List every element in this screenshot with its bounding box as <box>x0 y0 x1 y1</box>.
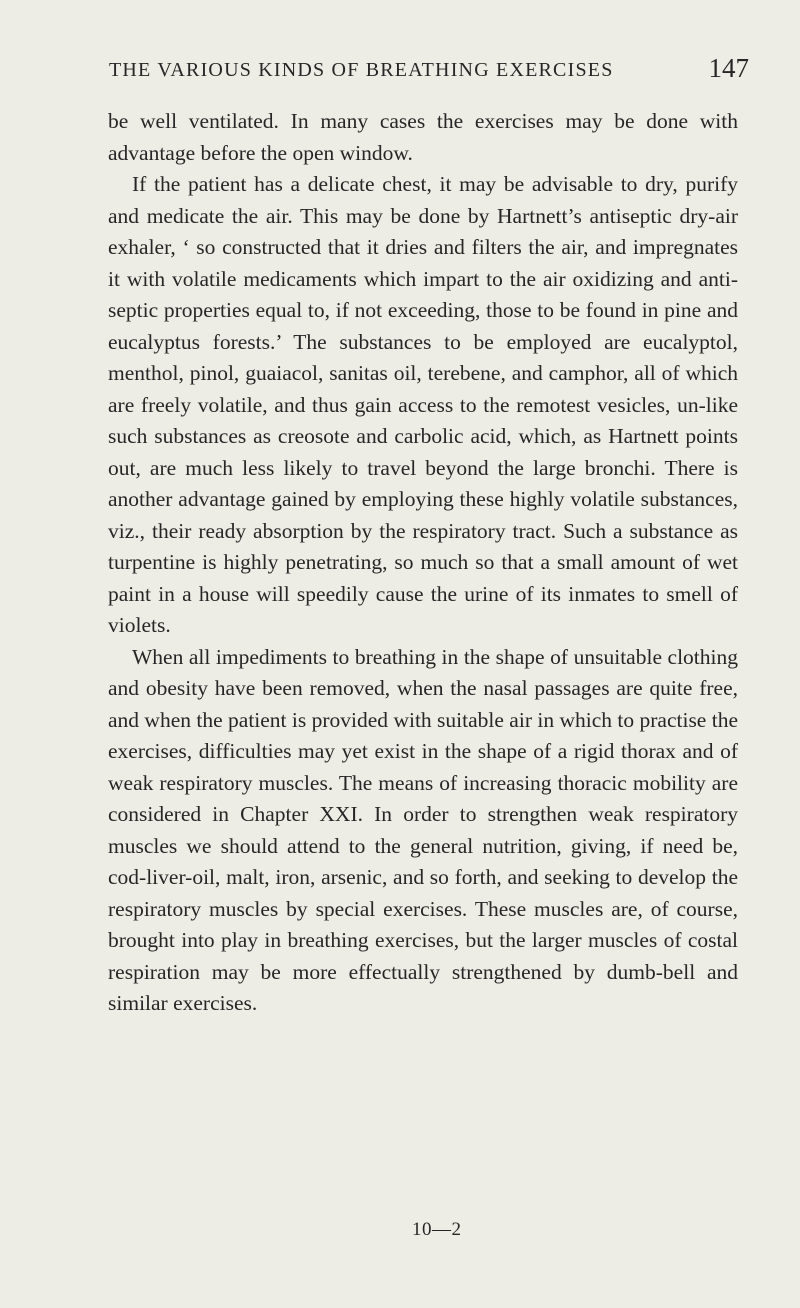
printer-signature-mark: 10—2 <box>412 1219 462 1240</box>
chapter-title: THE VARIOUS KINDS OF BREATHING EXERCISES <box>109 59 614 81</box>
paragraph: If the patient has a delicate chest, it may be advisable to dry, purify and medicate the air. This may be done by Hartnett’s antiseptic dry-air exhaler, ‘ so constructed that it dries and filters the air, and impregnates it with volatile medicaments which impart to the air oxidizing and anti-septic properties equal to, if not exceeding, those to be found in pine and eucalyptus forests.’ The substances to be employed are eucalyptol, menthol, pinol, guaiacol, sanitas oil, terebene, and camphor, all of which are freely volatile, and thus gain access to the remotest vesicles, un-like such substances as creosote and carbolic acid, which, as Hartnett points out, are much less likely to travel beyond the large bronchi. There is another advantage gained by employing these highly volatile substances, viz., their ready absorption by the respiratory tract. Such a substance as turpentine is highly penetrating, so much so that a small amount of wet paint in a house will speedily cause the urine of its inmates to smell of violets. <box>108 172 738 637</box>
paragraph-continued: be well ventilated. In many cases the exercises may be done with advantage before the open window. <box>108 109 738 165</box>
body-text <box>108 106 738 1020</box>
paragraph: When all impediments to breathing in the shape of unsuitable clothing and obesity have been removed, when the nasal passages are quite free, and when the patient is provided with suitable air in which to practise the exercises, difficulties may yet exist in the shape of a rigid thorax and of weak respiratory muscles. The means of increasing thoracic mobility are considered in Chapter XXI. In order to strengthen weak respiratory muscles we should attend to the general nutrition, giving, if need be, cod-liver-oil, malt, iron, arsenic, and so forth, and seeking to develop the respiratory muscles by special exercises. These muscles are, of course, brought into play in breathing exercises, but the larger muscles of costal respiration may be more effectually strengthened by dumb-bell and similar exercises. <box>108 644 738 1015</box>
running-head <box>109 53 749 93</box>
page-number: 147 <box>708 53 749 83</box>
